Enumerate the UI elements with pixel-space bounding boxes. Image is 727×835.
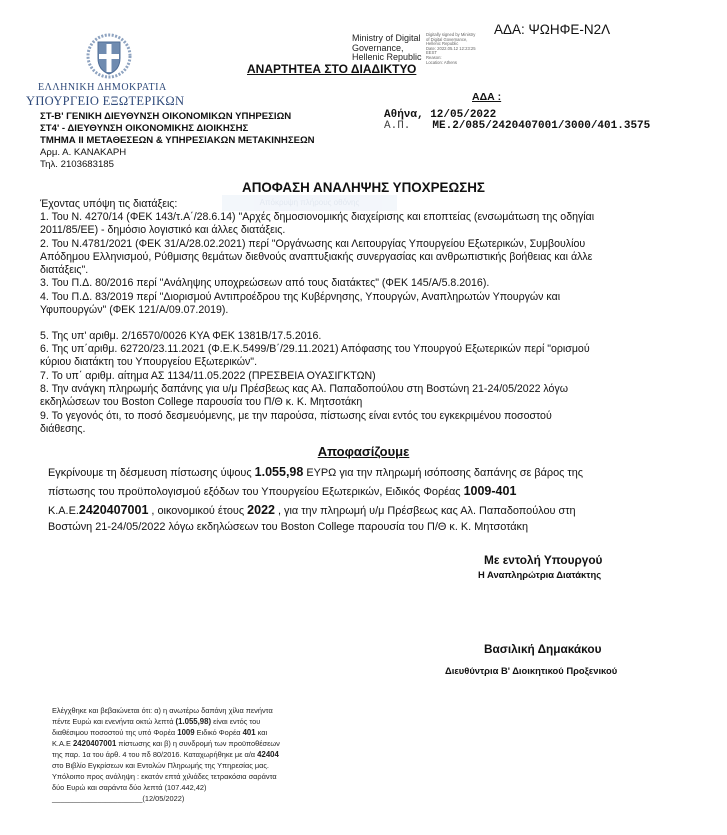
phone-number: Τηλ. 2103683185	[40, 159, 114, 170]
department-line: ΤΜΗΜΑ ΙΙ ΜΕΤΑΘΕΣΕΩΝ & ΥΠΗΡΕΣΙΑΚΩΝ ΜΕΤΑΚΙΝΗΣΕΩΝ	[40, 135, 315, 146]
consideration-line: Έχοντας υπόψη τις διατάξεις:	[40, 198, 178, 210]
posted-online-label: ΑΝΑΡΤΗΤΕΑ ΣΤΟ ΔΙΑΔΙΚΤΥΟ	[247, 62, 417, 76]
decision-text: , οικονομικού έτους	[148, 505, 248, 517]
exit-fullscreen-tooltip[interactable]: Απόκρυψη πλήρους οθόνης	[222, 195, 397, 211]
consideration-line: 5. Της υπ' αριθμ. 2/16570/0026 ΚΥΑ ΦΕΚ 1381Β/17.5.2016.	[40, 330, 322, 342]
verification-date-line: ______________________(12/05/2022)	[52, 794, 185, 803]
handler-name: Αρμ. Α. ΚΑΝΑΚΑΡΗ	[40, 147, 127, 158]
verification-line: Ελέγχθηκε και βεβαιώνεται ότι: α) η ανωτέρω δαπάνη χίλια πενήντα	[52, 706, 273, 715]
ada-code: ΑΔΑ: ΨΩΗΦΕ-Ν2Λ	[494, 22, 611, 37]
signature-detail-line: Date: 2022.05.12 12:23:25	[426, 45, 476, 51]
consideration-line: 6. Της υπ΄αριθμ. 62720/23.11.2021 (Φ.Ε.Κ.5499/Β΄/29.11.2021) Απόφασης του Υπουργού Εξωτερικών περί "ορισμού	[40, 343, 590, 355]
decision-text: Εγκρίνουμε τη δέσμευση πίστωσης ύψους	[48, 467, 255, 479]
verification-special-agency: 401	[242, 728, 256, 737]
protocol-number-row	[384, 120, 650, 132]
signer-line: Hellenic Republic	[352, 52, 422, 62]
consideration-line: 4. Του Π.Δ. 83/2019 περί "Διορισμού Αντιπροέδρου της Κυβέρνησης, Υπουργών, Αναπληρωτών Υπουργών και	[40, 291, 561, 303]
consideration-line: 2. Του Ν.4781/2021 (ΦΕΚ 31/Α/28.02.2021) περί "Οργάνωσης και Λειτουργίας Υπουργείου Εξωτερικών, Συμβουλίου	[40, 238, 586, 250]
consideration-line: 7. Το υπ΄ αριθμ. αίτημα ΑΣ 1134/11.05.2022 (ΠΡΕΣΒΕΙΑ ΟΥΑΣΙΓΚΤΩΝ)	[40, 370, 376, 382]
verification-line	[52, 739, 280, 748]
verification-text: της παρ. 1α του άρθ. 4 του πδ 80/2016. Καταχωρήθηκε με α/α	[52, 750, 258, 759]
consideration-line: Υφυπουργών" (ΦΕΚ 121/Α/09.07.2019).	[40, 304, 229, 316]
verification-text: Ειδικό Φορέα	[194, 728, 243, 737]
verification-amount: (1.055,98)	[175, 717, 212, 726]
consideration-line: 9. Το γεγονός ότι, το ποσό δεσμευόμενης, με την παρούσα, πίστωσης είναι εντός του εγκεκριμένου ποσοστού	[40, 410, 552, 422]
signature-detail-line: Digitally signed by Ministry	[426, 32, 476, 37]
consideration-line: διάθεσης.	[40, 423, 86, 435]
decision-agency-code: 1009-401	[463, 484, 517, 498]
decision-kae-code: 2420407001	[78, 503, 149, 517]
decision-text: πίστωσης του προϋπολογισμού εξόδων του Υπουργείου Εξωτερικών, Ειδικός Φορέας	[48, 486, 464, 498]
decision-fiscal-year: 2022	[247, 503, 275, 517]
verification-entry-number: 42404	[257, 750, 279, 759]
digital-signer	[352, 34, 422, 63]
signer-line: Governance,	[352, 42, 404, 53]
department-line: ΣΤ-Β' ΓΕΝΙΚΗ ΔΙΕΥΘΥΝΣΗ ΟΙΚΟΝΟΜΙΚΩΝ ΥΠΗΡΕΣΙΩΝ	[40, 111, 292, 122]
verification-line: δύο Ευρώ και σαράντα δύο λεπτά (107.442,42)	[52, 783, 207, 792]
signature-detail-line: Reason:	[426, 54, 442, 60]
department-line: ΣΤ4' - ΔΙΕΥΘΥΝΣΗ ΟΙΚΟΝΟΜΙΚΗΣ ΔΙΟΙΚΗΣΗΣ	[40, 123, 249, 134]
signature-detail-line: EEST	[426, 50, 437, 56]
verification-text: πίστωσης και β) η συνδρομή των προϋποθέσεων	[116, 739, 280, 748]
decision-line: Βοστώνη 21-24/05/2022 λόγω εκδηλώσεων του Boston College παρουσία του Π/Θ κ. Κ. Μητσοτάκη	[48, 521, 529, 533]
digital-signature-details	[426, 33, 476, 65]
consideration-line: 2011/85/ΕΕ) - δημόσιο λογιστικό και άλλες διατάξεις.	[40, 224, 286, 236]
signature-detail-line: of Digital Governance,	[426, 36, 468, 42]
consideration-line: εκδηλώσεων του Boston College παρουσία του Π/Θ κ. Κ. Μητσοτάκη	[40, 396, 363, 408]
verification-line	[52, 717, 260, 726]
decision-text: Κ.Α.Ε.	[48, 505, 79, 517]
consideration-line: Απόδημου Ελληνισμού, Ρύθμισης θεμάτων διεθνούς αναπτυξιακής συνεργασίας και ανθρωπιστικής βοήθειας και άλλε	[40, 251, 593, 263]
verification-line	[52, 750, 279, 759]
verification-text: Κ.Α.Ε	[52, 739, 73, 748]
decision-line	[48, 465, 583, 479]
decision-text: ΕΥΡΩ για την πληρωμή ισόποσης δαπάνης σε βάρος της	[303, 467, 584, 479]
ada-label: ΑΔΑ :	[472, 91, 502, 103]
signature-detail-line: Location: Athens	[426, 59, 457, 65]
consideration-line: διατάξεις".	[40, 264, 89, 276]
consideration-line: κύριου διατάκτη του Υπουργείου Εξωτερικών".	[40, 356, 258, 368]
protocol-number: ΜΕ.2/085/2420407001/3000/401.3575	[432, 120, 651, 132]
decision-line	[48, 484, 516, 498]
protocol-label: Α.Π.	[384, 120, 411, 132]
decision-amount: 1.055,98	[254, 465, 304, 479]
document-title: ΑΠΟΦΑΣΗ ΑΝΑΛΗΨΗΣ ΥΠΟΧΡΕΩΣΗΣ	[242, 180, 485, 195]
role-line: Η Αναπληρώτρια Διατάκτης	[478, 569, 602, 580]
verification-text: είναι εντός του	[211, 717, 261, 726]
signer-line: Ministry of Digital	[352, 33, 421, 43]
decision-line	[48, 503, 576, 517]
signatory-position: Διευθύντρια Β' Διοικητικού Προξενικού	[445, 665, 618, 676]
greek-emblem-icon	[86, 32, 132, 82]
decision-heading: Αποφασίζουμε	[317, 444, 410, 459]
consideration-line: 8. Την ανάγκη πληρωμής δαπάνης για υ/μ Πρέσβεως κας Αλ. Παπαδοπούλου στη Βοστώνη 21-24/05/2022 λόγω	[40, 383, 569, 395]
signatory-name: Βασιλική Δημακάκου	[484, 642, 602, 656]
verification-text: πέντε Ευρώ και ενενήντα οκτώ λεπτά	[52, 717, 176, 726]
order-line: Με εντολή Υπουργού	[484, 553, 603, 567]
verification-line: Υπόλοιπο προς ανάληψη : εκατόν επτά χιλιάδες τετρακόσια σαράντα	[52, 772, 277, 781]
signature-detail-line: Hellenic Republic	[426, 41, 459, 47]
verification-agency: 1009	[177, 728, 195, 737]
ministry-name: ΥΠΟΥΡΓΕΙΟ ΕΞΩΤΕΡΙΚΩΝ	[26, 94, 185, 108]
decision-text: , για την πληρωμή υ/μ Πρέσβεως κας Αλ. Παπαδοπούλου στη	[274, 505, 576, 517]
consideration-line: 1. Του Ν. 4270/14 (ΦΕΚ 143/τ.Α΄/28.6.14) "Αρχές δημοσιονομικής διαχείρισης και εποπτείας (ενσωμάτωση της οδηγίαι	[40, 211, 595, 223]
verification-kae: 2420407001	[72, 739, 117, 748]
verification-text: και	[255, 728, 268, 737]
consideration-line: 3. Του Π.Δ. 80/2016 περί "Ανάληψης υποχρεώσεων από τους διατάκτες" (ΦΕΚ 145/Α/5.8.2016).	[40, 277, 490, 289]
verification-line	[52, 728, 267, 737]
state-name: ΕΛΛΗΝΙΚΗ ΔΗΜΟΚΡΑΤΙΑ	[38, 82, 167, 93]
verification-text: διαθέσιμου ποσοστού της υπό Φορέα	[52, 728, 178, 737]
verification-line: στο Βιβλίο Εγκρίσεων και Εντολών Πληρωμής της Υπηρεσίας μας.	[52, 761, 269, 770]
place-date: Αθήνα, 12/05/2022	[384, 109, 497, 121]
